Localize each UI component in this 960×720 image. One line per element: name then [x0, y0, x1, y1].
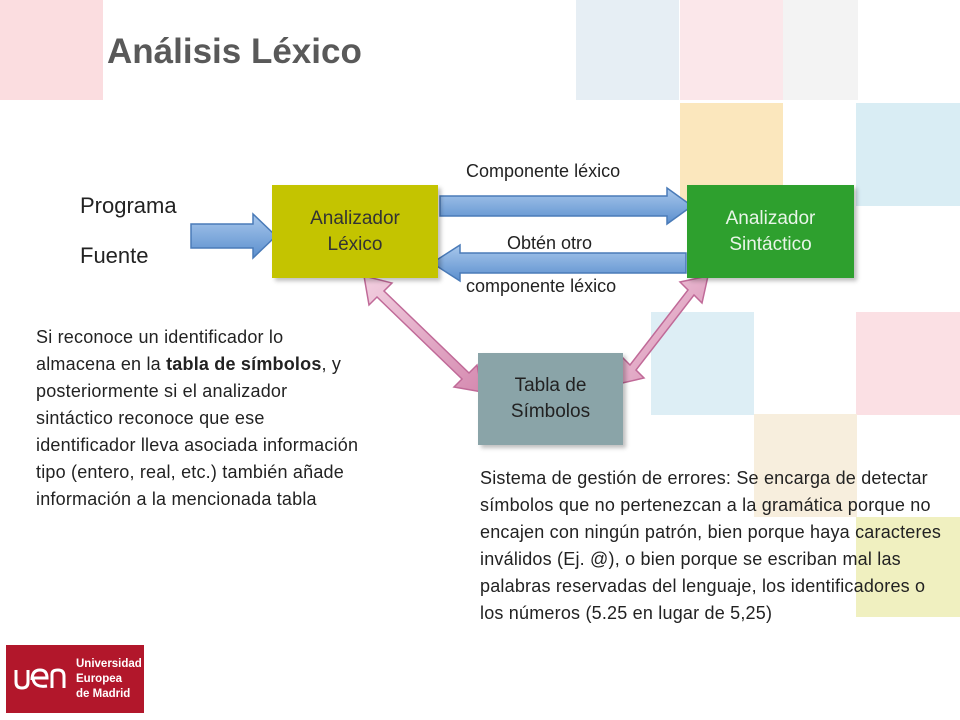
input-arrow: [191, 214, 276, 258]
logo-line1: Universidad: [76, 658, 142, 670]
explanation-part2: , y posteriormente si el analizador sintáctico reconoce que ese identificador lleva asociada información tipo (entero, real, etc.) también añade información a la mencionada tabla: [36, 354, 359, 509]
logo-mark-icon: [12, 664, 72, 694]
symbol-table-box: [478, 353, 623, 445]
lexical-analyzer-label-line2: Léxico: [327, 233, 383, 255]
syntactic-analyzer-label-line1: Analizador: [725, 207, 816, 229]
forward-arrow-label: Componente léxico: [466, 161, 621, 181]
backward-arrow-label-line2: componente léxico: [466, 276, 617, 296]
parser-symbols-arrow: [618, 276, 708, 384]
error-handling-explanation: Sistema de gestión de errores: Se encarga de detectar símbolos que no pertenezcan a la gramática porque no encajen con ningún patrón, bien porque haya caracteres inválidos (Ej. @), o bien porque se escriban mal las palabras reservadas del lenguaje, los identificadores o los números (5.25 en lugar de 5,25): [480, 468, 942, 623]
symbol-table-label-line1: Tabla de: [514, 375, 587, 396]
symbol-table-label-line2: Símbolos: [510, 401, 591, 422]
source-program-label-line1: Programa: [80, 193, 177, 218]
syntactic-analyzer-box: [687, 185, 854, 278]
lexical-analyzer-label-line1: Analizador: [310, 207, 400, 229]
logo-line2: Europea: [76, 673, 123, 685]
explanation-bold-term: tabla de símbolos: [166, 354, 322, 374]
forward-arrow: [440, 188, 692, 224]
backward-arrow-label-line1: Obtén otro: [507, 233, 593, 253]
lexer-symbols-arrow: [364, 276, 482, 392]
symbol-table-explanation: [36, 324, 366, 513]
page-title: Análisis Léxico: [107, 32, 362, 71]
university-logo: [6, 645, 144, 713]
logo-line3: de Madrid: [76, 688, 131, 700]
explanation-part1: Si reconoce un identificador lo almacena en la: [36, 327, 284, 374]
source-program-label-line2: Fuente: [80, 243, 149, 268]
lexical-analyzer-box: [272, 185, 438, 278]
syntactic-analyzer-label-line2: Sintáctico: [729, 233, 812, 255]
